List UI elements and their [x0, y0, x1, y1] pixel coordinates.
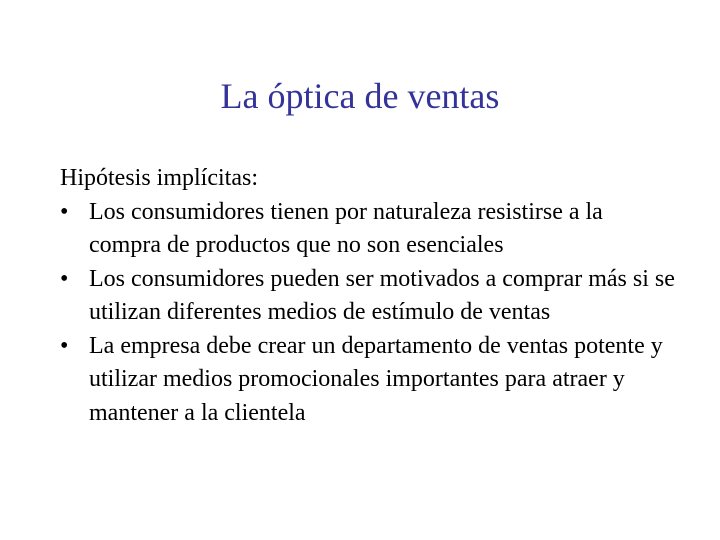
bullet-text: Los consumidores pueden ser motivados a comprar más si se utilizan diferentes medios de estímulo de ventas	[89, 265, 675, 325]
bullet-item	[60, 196, 680, 263]
bullet-list	[60, 196, 680, 431]
slide-body	[60, 162, 680, 430]
slide-title: La óptica de ventas	[220, 76, 500, 116]
bullet-text: La empresa debe crear un departamento de ventas potente y utilizar medios promocionales importantes para atraer y mantener a la clientela	[89, 332, 663, 426]
bullet-text: Los consumidores tienen por naturaleza resistirse a la compra de productos que no son esenciales	[89, 198, 603, 258]
bullet-item	[60, 263, 680, 330]
bullet-icon: •	[60, 198, 69, 225]
bullet-icon: •	[60, 265, 69, 292]
bullet-item	[60, 330, 680, 431]
intro-text: Hipótesis implícitas:	[60, 165, 258, 191]
bullet-icon: •	[60, 332, 69, 359]
